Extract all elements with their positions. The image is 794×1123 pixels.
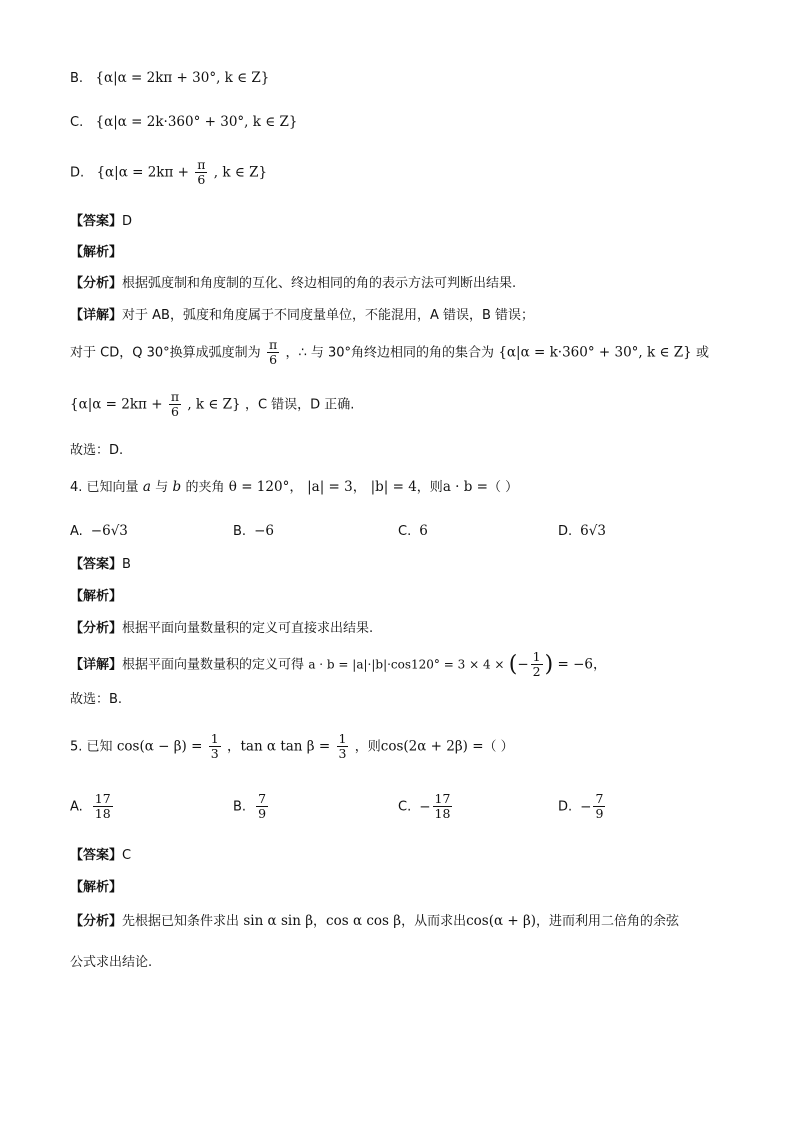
q4-analysis-line <box>70 590 122 604</box>
q3-option-d <box>70 158 267 188</box>
q3-option-b <box>70 72 269 86</box>
q3-xiangjie-3-set-end: , k ∈ Z} <box>187 396 241 413</box>
frac-num: 7 <box>258 791 267 806</box>
q3-option-b-label: B. <box>70 71 84 86</box>
q4-answer: B <box>122 557 131 572</box>
q3-xiangjie-3-pre: {α|α = 2kπ + <box>70 396 163 413</box>
option-sign: − <box>419 798 431 815</box>
frac-den: 9 <box>595 806 604 822</box>
q4-paren: （ ） <box>487 480 519 495</box>
frac-num: 1 <box>210 731 219 746</box>
q5-fenxi-post: ，进而利用二倍角的余弦 <box>536 914 680 929</box>
q4-answer-line <box>70 558 131 572</box>
fenxi-tag: 【分析】 <box>70 276 123 291</box>
q4-option-c <box>398 523 428 539</box>
q3-xiangjie-line-2 <box>70 338 709 368</box>
q4-option-a <box>70 523 128 539</box>
q4-dot: a · b = <box>442 479 488 495</box>
frac-num: 1 <box>532 649 541 664</box>
analysis-tag: 【解析】 <box>70 880 123 895</box>
q3-xiangjie-line-1 <box>70 309 534 323</box>
q4-choose-line <box>70 693 122 707</box>
q3-option-d-label: D. <box>70 165 85 181</box>
option-value: −6√3 <box>90 523 128 539</box>
frac-den: 3 <box>338 746 347 762</box>
option-label: B. <box>233 799 247 815</box>
right-paren: ) <box>544 651 554 677</box>
option-label: C. <box>398 799 412 815</box>
left-paren: ( <box>508 651 518 677</box>
q4-mod-b: |b| = 4 <box>370 479 417 495</box>
q5-fenxi-pre: 先根据已知条件求出 <box>122 914 240 929</box>
frac-num: 1 <box>338 731 347 746</box>
q5-option-b <box>233 792 270 822</box>
q3-xiangjie-3-fraction <box>169 390 181 420</box>
frac-den: 2 <box>532 664 541 680</box>
q5-stem-pre: 5. 已知 <box>70 739 113 755</box>
q5-stem-then: ，则 <box>354 739 381 755</box>
q4-theta: θ = 120° <box>228 479 290 495</box>
q5-stem <box>70 732 514 762</box>
fenxi-tag: 【分析】 <box>70 621 123 636</box>
q3-xiangjie-2-mid: ，∴ 与 30°角终边相同的角的集合为 <box>285 345 495 361</box>
option-value: −6 <box>254 523 274 539</box>
q5-fenxi-line-2 <box>70 956 152 970</box>
q3-fenxi-line <box>70 277 516 291</box>
q3-xiangjie-2-fraction <box>267 338 279 368</box>
frac-den: 6 <box>269 352 278 368</box>
q4-xiangjie-fraction <box>531 650 543 680</box>
q4-xiangjie-result: = −6， <box>557 656 607 673</box>
frac-num: 17 <box>434 791 451 806</box>
analysis-tag: 【解析】 <box>70 589 123 604</box>
analysis-tag: 【解析】 <box>70 245 123 260</box>
q4-stem-angle: 的夹角 <box>185 480 225 495</box>
q4-fenxi-text: 根据平面向量数量积的定义可直接求出结果. <box>122 621 374 636</box>
option-fraction <box>593 792 605 822</box>
q4-stem-then: ，则 <box>416 480 443 495</box>
frac-den: 9 <box>258 806 267 822</box>
q3-option-c <box>70 116 298 130</box>
q4-xiangjie-math: a · b = |a|·|b|·cos120° = 3 × 4 × <box>308 657 505 672</box>
q3-option-d-math-pre: {α|α = 2kπ + <box>96 164 189 181</box>
option-value: 6 <box>419 523 428 539</box>
q5-fenxi-sep: ， <box>313 914 327 929</box>
q3-xiangjie-line-3 <box>70 390 354 420</box>
q5-fenxi-line <box>70 915 679 929</box>
q5-option-d <box>558 792 607 822</box>
option-label: A. <box>70 524 83 539</box>
q4-xiangjie-frac-sign: − <box>517 656 529 673</box>
option-label: C. <box>398 524 412 539</box>
q5-answer-line <box>70 849 131 863</box>
option-sign: − <box>580 798 592 815</box>
option-label: B. <box>233 524 247 539</box>
q5-target: cos(2α + 2β) = <box>380 738 484 755</box>
q5-paren: （ ） <box>483 739 514 755</box>
q5-fenxi-m3: cos(α + β) <box>466 913 537 929</box>
q3-option-b-math: {α|α = 2kπ + 30°, k ∈ Z} <box>95 70 270 86</box>
q4-stem-pre: 4. 已知向量 <box>70 480 139 495</box>
xiangjie-tag: 【详解】 <box>70 308 123 323</box>
q5-option-a <box>70 792 115 822</box>
frac-num: π <box>197 157 206 172</box>
q5-fraction-2 <box>337 732 349 762</box>
q5-answer: C <box>122 848 132 863</box>
q4-option-d <box>558 523 606 539</box>
q5-fenxi-line-2-text: 公式求出结论. <box>70 955 153 970</box>
q4-option-b <box>233 523 274 539</box>
option-fraction <box>93 792 113 822</box>
q5-option-c <box>398 792 454 822</box>
q3-answer-line <box>70 215 132 229</box>
q3-xiangjie-2-pre: 对于 CD，Q 30°换算成弧度制为 <box>70 345 261 361</box>
q3-option-d-fraction <box>195 158 207 188</box>
q5-fenxi-mid: ，从而求出 <box>401 914 467 929</box>
q3-xiangjie-3-post: ，C 错误，D 正确. <box>244 397 355 413</box>
q3-choose-line <box>70 444 123 458</box>
frac-den: 6 <box>170 404 179 420</box>
xiangjie-tag: 【详解】 <box>70 657 123 673</box>
frac-num: π <box>170 389 180 404</box>
q5-tan-expr: ，tan α tan β = <box>226 738 331 755</box>
option-label: D. <box>558 524 573 539</box>
q3-option-d-math-post: , k ∈ Z} <box>213 164 268 181</box>
option-label: A. <box>70 799 83 815</box>
q3-xiangjie-text-1: 对于 AB，弧度和角度属于不同度量单位，不能混用，A 错误，B 错误； <box>122 308 535 323</box>
q5-analysis-line <box>70 881 122 895</box>
frac-num: π <box>268 337 278 352</box>
option-value: 6√3 <box>580 523 606 539</box>
vector-b: b <box>172 479 182 495</box>
frac-den: 6 <box>197 172 206 188</box>
frac-den: 18 <box>434 806 451 822</box>
option-label: D. <box>558 799 573 815</box>
q3-analysis-line <box>70 246 122 260</box>
answer-tag: 【答案】 <box>70 214 123 229</box>
frac-den: 18 <box>94 806 111 822</box>
q3-answer: D <box>122 214 133 229</box>
q5-fenxi-m2: cos α cos β <box>326 913 402 929</box>
q3-option-c-math: {α|α = 2k·360° + 30°, k ∈ Z} <box>95 114 298 130</box>
frac-num: 17 <box>94 791 111 806</box>
q5-fraction-1 <box>209 732 221 762</box>
q3-xiangjie-2-set: {α|α = k·360° + 30°, k ∈ Z} <box>498 344 692 361</box>
q5-fenxi-m1: sin α sin β <box>243 913 314 929</box>
option-fraction <box>433 792 453 822</box>
q3-choose: 故选：D. <box>70 443 124 458</box>
q4-stem-and: 与 <box>155 480 169 495</box>
q4-xiangjie-line <box>70 650 607 680</box>
answer-tag: 【答案】 <box>70 848 123 863</box>
q4-xiangjie-pre: 根据平面向量数量积的定义可得 <box>122 657 305 673</box>
fenxi-tag: 【分析】 <box>70 914 123 929</box>
vector-a: a <box>142 479 151 495</box>
q4-fenxi-line <box>70 622 373 636</box>
q4-stem: 4. 已知向量 a 与 b 的夹角 θ = 120°， |a| = 3， |b| = 4，则a · b =（ ） <box>70 479 519 495</box>
q3-fenxi-text: 根据弧度制和角度制的互化、终边相同的角的表示方法可判断出结果. <box>122 276 517 291</box>
frac-den: 3 <box>210 746 219 762</box>
option-fraction <box>256 792 268 822</box>
q3-option-c-label: C. <box>70 115 84 130</box>
q4-mod-a: |a| = 3 <box>307 479 353 495</box>
q5-cos-expr: cos(α − β) = <box>116 738 203 755</box>
q4-choose: 故选：B. <box>70 692 123 707</box>
frac-num: 7 <box>595 791 604 806</box>
answer-tag: 【答案】 <box>70 557 123 572</box>
q3-xiangjie-2-post: 或 <box>696 345 710 361</box>
